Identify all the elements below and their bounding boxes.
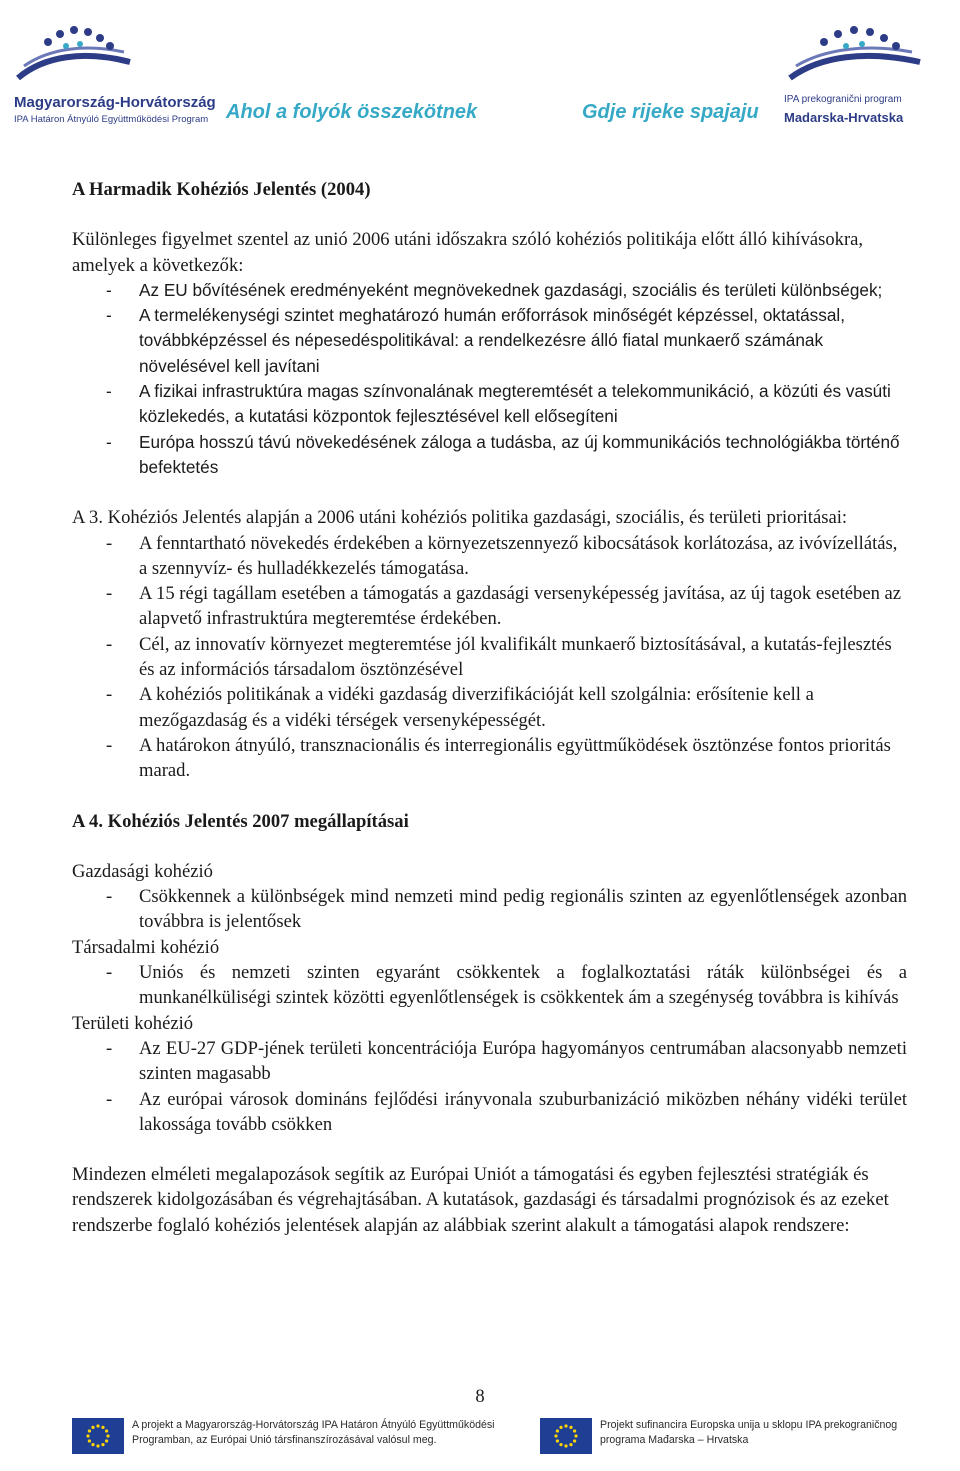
subsection-label: Területi kohézió — [72, 1012, 194, 1034]
subsection-label: Társadalmi kohézió — [72, 936, 220, 958]
page-header — [0, 0, 960, 140]
list-item: - A fenntartható növekedés érdekében a környezetszennyező kibocsátások korlátozása, az ivóvízellátás, a szennyvíz- és hulladékkezelés támogatása. — [72, 531, 907, 582]
list-item: - A kohéziós politikának a vidéki gazdaság diverzifikációját kell szolgálnia: erősítenie kell a mezőgazdaság és a vidéki térségek versenyképességét. — [72, 682, 907, 733]
section-heading: A 4. Kohéziós Jelentés 2007 megállapításai — [72, 810, 409, 832]
list-item: - Cél, az innovatív környezet megteremtése jól kvalifikált munkaerő biztosításával, a kutatás-fejlesztés és az információs társadalom ösztönzésével — [72, 632, 907, 683]
subsection-label: Gazdasági kohézió — [72, 860, 213, 882]
footer-line: Programban, az Európai Unió társfinanszírozásával valósul meg. — [132, 1434, 437, 1446]
program-logo-hr-hu — [784, 16, 952, 126]
logo-subtitle: Madarska-Hrvatska — [784, 110, 904, 125]
list-item: - A termelékenységi szintet meghatározó humán erőforrások minőségét képzéssel, oktatással, továbbképzéssel és népesedéspolitikával: a rendelkezésre álló fiatal munkaerő számának növelésével kell javítani — [72, 303, 907, 379]
list-item: - A 15 régi tagállam esetében a támogatás a gazdasági versenyképesség javítása, az új tagok esetében az alapvető infrastruktúra megteremtése érdekében. — [72, 581, 907, 632]
logo-title: Magyarország-Horvátország — [14, 94, 216, 111]
program-swoosh-icon — [14, 16, 134, 88]
footer-note-hu — [132, 1418, 495, 1448]
paragraph: A 3. Kohéziós Jelentés alapján a 2006 utáni kohéziós politika gazdasági, szociális, és területi prioritásai: — [72, 507, 848, 529]
list-item: - Az európai városok domináns fejlődési irányvonala szuburbanizáció miközben néhány vidéki terület lakossága tovább csökken — [72, 1087, 907, 1138]
eu-flag-icon — [540, 1418, 592, 1454]
paragraph: Különleges figyelmet szentel az unió 2006 utáni időszakra szóló kohéziós politikája előtt álló kihívásokra, amelyek a következők: — [72, 229, 864, 276]
bullet-list — [72, 278, 912, 480]
slogan-croatian: Gdje rijeke spajaju — [582, 101, 759, 123]
slogan-hungarian: Ahol a folyók összekötnek — [226, 101, 478, 123]
list-item: - Európa hosszú távú növekedésének záloga a tudásba, az új kommunikációs technológiákba történő befektetés — [72, 430, 907, 481]
list-item: - Csökkennek a különbségek mind nemzeti mind pedig regionális szinten az egyenlőtlenségek azonban továbbra is jelentősek — [72, 884, 907, 935]
bullet-list — [72, 960, 912, 1011]
footer-line: A projekt a Magyarország-Horvátország IPA Határon Átnyúló Együttműködési — [132, 1419, 495, 1431]
list-item: - Az EU bővítésének eredményeként megnövekednek gazdasági, szociális és területi különbségek; — [72, 278, 907, 303]
bullet-list — [72, 531, 912, 784]
document-body — [72, 177, 912, 1238]
list-item: - Uniós és nemzeti szinten egyaránt csökkentek a foglalkoztatási ráták különbségei és a munkanélküliségi szintek közötti egyenlőtlenségek is csökkentek ám a szegénység továbbra is kihívás — [72, 960, 907, 1011]
logo-title: IPA prekogranični program — [784, 94, 902, 105]
list-item: - A fizikai infrastruktúra magas színvonalának megteremtését a telekommunikáció, a közúti és vasúti közlekedés, a kutatási központok fejlesztésével kell elősegíteni — [72, 379, 907, 430]
logo-subtitle: IPA Határon Átnyúló Együttműködési Program — [14, 114, 209, 125]
footer-line: Projekt sufinancira Europska unija u sklopu IPA prekograničnog — [600, 1419, 898, 1431]
bullet-list — [72, 1036, 912, 1137]
eu-flag-icon — [72, 1418, 124, 1454]
program-logo-hu-hr — [14, 16, 214, 126]
program-swoosh-icon — [784, 16, 924, 88]
page-number: 8 — [475, 1386, 485, 1407]
bullet-list — [72, 884, 912, 935]
footer-note-hr — [600, 1418, 897, 1448]
list-item: - Az EU-27 GDP-jének területi koncentrációja Európa hagyományos centrumában alacsonyabb nemzeti szinten magasabb — [72, 1036, 907, 1087]
section-heading: A Harmadik Kohéziós Jelentés (2004) — [72, 179, 371, 200]
footer-line: programa Mađarska – Hrvatska — [600, 1434, 749, 1446]
paragraph: Mindezen elméleti megalapozások segítik az Európai Uniót a támogatási és egyben fejlesztési stratégiák és rendszerek kidolgozásában és végrehajtásában. A kutatások, gazdasági és társadalmi prognózisok és az ezeket rendszerbe foglaló kohéziós jelentések alapján az alábbiak szerint alakult a támogatási alapok rendszere: — [72, 1164, 889, 1236]
list-item: - A határokon átnyúló, transznacionális és interregionális együttműködések ösztönzése fontos prioritás marad. — [72, 733, 907, 784]
